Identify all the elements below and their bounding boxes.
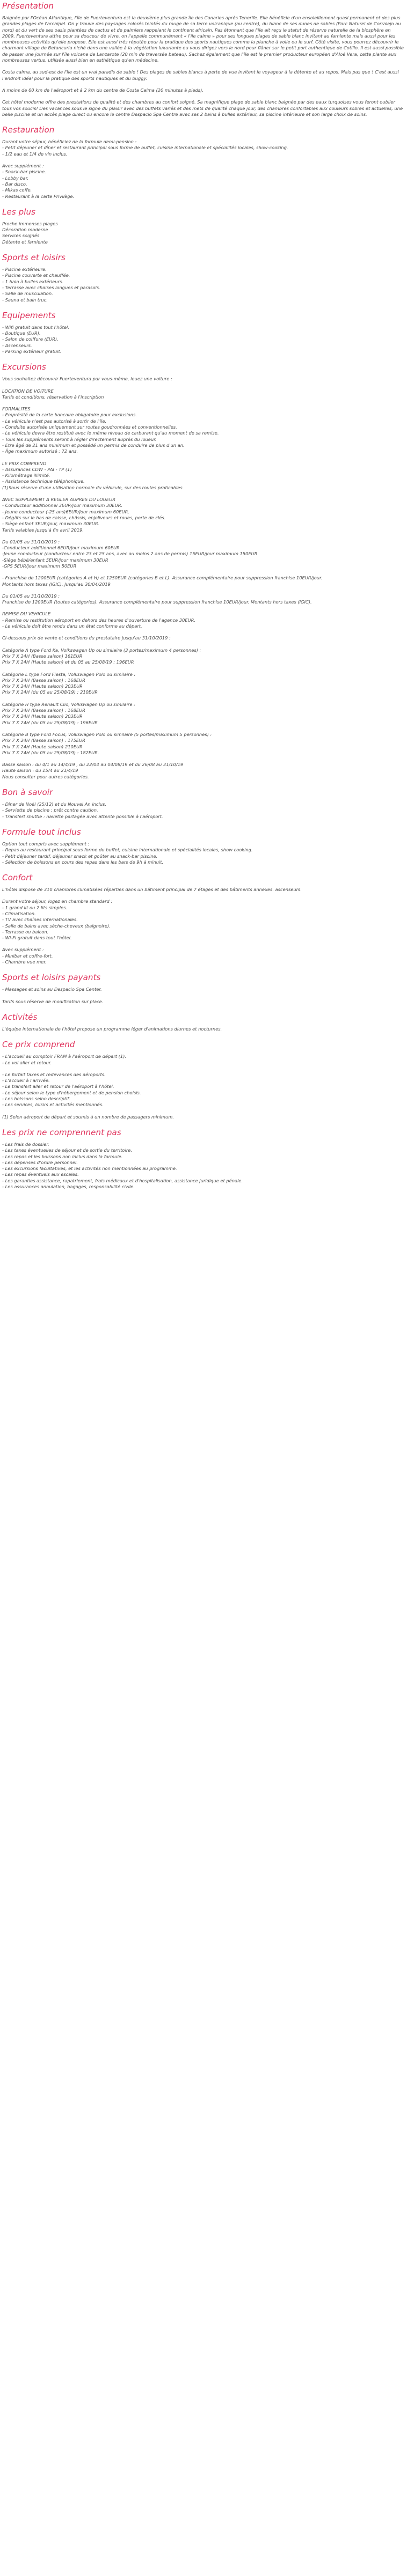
- section-paragraph: LE PRIX COMPREND - Assurances CDW - PAI - TP (1) - Kilométrage illimité. - Assistance technique téléphonique. (1)Sous réserve d'une utilisation normale du véhicule, sur des routes praticables: [2, 460, 183, 490]
- section: [2, 125, 404, 200]
- section-paragraph: Du 01/05 au 31/10/2019 : Franchise de 1200EUR (toutes catégories). Assurance complémentaire pour suppression franchise 10EUR/jour. Montants hors taxes (IGIC).: [2, 593, 312, 605]
- section-paragraph: Ci-dessous prix de vente et conditions du prestataire jusqu'au 31/10/2019 :: [2, 635, 171, 641]
- section: [2, 1012, 404, 1032]
- section: [2, 827, 404, 865]
- section-title: Equipements: [2, 310, 56, 320]
- section-paragraph: Durant votre séjour, bénéficiez de la formule demi-pension : - Petit déjeuner et dîner et restaurant principal sous forme de buffet, cuisine internationale et spécialités locales, show-cooking. - 1/2 eau et 1/4 de vin inclus.: [2, 139, 288, 157]
- section-paragraph: FORMALITES - Emprésité de la carte bancaire obligatoire pour exclusions. - Le véhicule n'est pas autorisé à sortir de l'île. - Conduite autorisée uniquement sur routes goudronnées et conventionnelles. - Le véhicule devra être restitué avec le même niveau de carburant qu'au moment de sa remise. - Tous les suppléments seront à régler directement auprès du loueur. - Etre âgé de 21 ans minimum et possédé un permis de conduire de plus d'un an. - Âge maximum autorisé : 72 ans.: [2, 406, 219, 454]
- section: [2, 973, 404, 1005]
- section-title: Les prix ne comprennent pas: [2, 1127, 121, 1137]
- section-paragraph: Catégorie L type Ford Fiesta, Volkswagen Polo ou similaire : Prix 7 X 24H (Basse saison) : 168EUR Prix 7 X 24H (Haute saison) 203EUR Prix 7 X 24H (du 05 au 25/08/19) : 210EUR: [2, 671, 136, 695]
- section-paragraph: Proche immenses plages Décoration moderne Services soignés Détente et farniente: [2, 220, 58, 245]
- section: [2, 362, 404, 780]
- section-paragraph: - Franchise de 1200EUR (catégories A et H) et 1250EUR (catégories B et L). Assurance complémentaire pour suppression franchise 10EUR/jour. Montants hors taxes (IGIC). Jusqu'au 30/04/2019: [2, 575, 323, 587]
- section-paragraph: AVEC SUPPLEMENT A REGLER AUPRES DU LOUEUR - Conducteur additionnel 3EUR/jour maximum 30EUR. - Jeune conducteur (-25 ans)6EUR/jour maximum 60EUR. - Dégâts sur le bas de caisse, châssis, enjoliveurs et roues, perte de clés. - Siège enfant 3EUR/jour, maximum 30EUR. Tarifs valables jusqu'à fin avril 2019.: [2, 497, 166, 533]
- section-paragraph: - Piscine extérieure. - Piscine couverte et chauffée. - 1 bain à bulles extérieurs. - Terrasse avec chaises longues et parasols. - Salle de musculation. - Sauna et bain truc.: [2, 267, 100, 303]
- section-title: Sports et loisirs: [2, 253, 66, 263]
- section-paragraph: L'équipe internationale de l'hôtel propose un programme léger d'animations diurnes et nocturnes.: [2, 1026, 222, 1032]
- section: [2, 1, 404, 117]
- document: [0, 0, 407, 1208]
- section-title: Confort: [2, 873, 33, 883]
- section-paragraph: (1) Selon aéroport de départ et soumis à un nombre de passagers minimum.: [2, 1114, 174, 1120]
- section-paragraph: Baignée par l'Océan Atlantique, l'île de Fuerteventura est la deuxième plus grande île des Canaries après Tenerife. Elle bénéficie d'un ensoleillement quasi permanent et des plus grandes plages de l'archipel. On y trouve des paysages colorés teintés du rouge de sa terre volcanique (au centre), du blanc de ses dunes de sables (Parc Naturel de Corralejo au nord) et du vert de ses oasis plantées de cactus et de palmiers rappelant le continent africain. Pas étonnant que l'île ait reçu le statut de réserve naturelle de la biosphère en 2009. Fuerteventura attire pour sa douceur de vivre, on l'appelle communément « l'île calme » pour ses longues plages de sable blanc invitant au farniente mais aussi pour les nombreuses activités qu'elle propose. Elle est aussi très réputée pour la pratique des sports nautiques comme la planche à voile ou le surf. Côté visite, vous pourrez découvrir le charmant village de Betancuria niché dans une vallée à la végétation luxuriante ou vous dirigez vers le nord pour flâner sur le petit port authentique de Cotillo. Il est aussi possible de passer une journée sur l'île volcane de Lanzarote (20 min de traversée bateau). Sachez également que l'île est le premier producteur européen d'Aloé Vera, cette plante aux nombreuses vertus, utilisée aussi bien en esthétique qu'en médecine.: [2, 15, 405, 63]
- section: [2, 1040, 404, 1120]
- section-paragraph: Avec supplément : - Snack-bar piscine. - Lobby bar. - Bar disco. - Mikas coffe. - Restaurant à la carte Privilège.: [2, 163, 75, 199]
- section-paragraph: Vous souhaitez découvrir Fuerteventura par vous-même, louez une voiture :: [2, 376, 172, 382]
- section: [2, 207, 404, 245]
- section-paragraph: - L'accueil au comptoir FRAM à l'aéroport de départ (1). - Le vol aller et retour.: [2, 1054, 127, 1065]
- section-paragraph: Costa calma, au sud-est de l'île est un vrai paradis de sable ! Des plages de sables blancs à perte de vue invitent le voyageur à la détente et au repos. Mais pas que ! C'est aussi l'endroit idéal pour la pratique des sports nautiques et du buggy.: [2, 69, 401, 81]
- section: [2, 253, 404, 303]
- section-title: Activités: [2, 1012, 38, 1022]
- section-paragraph: Catégorie H type Renault Clio, Volkswagen Up ou similaire : Prix 7 X 24H (Basse saison) : 168EUR Prix 7 X 24H (Haute saison) 203EUR Prix 7 X 24H (du 05 au 25/08/19) : 196EUR: [2, 701, 135, 725]
- section-paragraph: Cet hôtel moderne offre des prestations de qualité et des chambres au confort soigné. Sa magnifique plage de sable blanc baignée par des eaux turquoises vous feront oublier tous vos soucis! Des vacances sous le signe du plaisir avec des buffets variés et des mets de qualité chaque jour, des chambres confortables aux couleurs sobres et actuelles, une belle piscine et un accès plage direct ou encore le centre Despacio Spa Centre avec ses 2 bains à bulles extérieur, sa piscine intérieure et son large choix de soins.: [2, 99, 404, 117]
- section-title: Présentation: [2, 1, 54, 11]
- section-paragraph: Option tout compris avec supplément : - Repas au restaurant principal sous forme du buffet, cuisine internationale et spécialités locales, show cooking. - Petit déjeuner tardif, déjeuner snack et goûter au snack-bar piscine. - Sélection de boissons en cours des repas dans les bars de 9h à minuit.: [2, 841, 253, 865]
- section-paragraph: A moins de 60 km de l'aéroport et à 2 km du centre de Costa Calma (20 minutes à pieds).: [2, 87, 204, 93]
- section-title: Les plus: [2, 207, 35, 217]
- section-paragraph: - Le forfait taxes et redevances des aéroports. - L'accueil à l'arrivée. - Le transfert aller et retour de l'aéroport à l'hôtel. - Le séjour selon le type d'hébergement et de pension choisis. - Les boissons selon descriptif. - Les services, loisirs et activités mentionnés.: [2, 1071, 141, 1108]
- section-paragraph: - Les frais de dossier. - Les taxes éventuelles de séjour et de sortie du territoire. - Les repas et les boissons non inclus dans la formule. - Les dépenses d'ordre personnel. - Les excursions facultatives, et les activités non mentionnées au programme. - Les repas éventuels aux escales. - Les garanties assistance, rapatriement, frais médicaux et d'hospitalisation, assistance juridique et pénale. - Les assurances annulation, bagages, responsabilité civile.: [2, 1141, 243, 1189]
- section-paragraph: Catégorie B type Ford Focus, Volkswagen Polo ou similaire (5 portes/maximum 5 personnes) : Prix 7 X 24H (Basse saison) : 175EUR Prix 7 X 24H (Haute saison) 210EUR Prix 7 X 24H (du 05 au 25/08/19) : 182EUR.: [2, 731, 212, 755]
- section-paragraph: - Wifi gratuit dans tout l'hôtel. - Boutique (EUR). - Salon de coiffure (EUR). - Ascenseurs. - Parking extérieur gratuit.: [2, 324, 69, 354]
- section-title: Restauration: [2, 125, 55, 135]
- section-title: Sports et loisirs payants: [2, 973, 101, 983]
- section-paragraph: Avec supplément : - Minibar et coffre-fort. - Chambre vue mer.: [2, 947, 53, 965]
- section-paragraph: L'hôtel dispose de 310 chambres climatisées réparties dans un bâtiment principal de 7 étages et des bâtiments annexes. ascenseurs.: [2, 887, 302, 893]
- section-paragraph: LOCATION DE VOITURE Tarifs et conditions, réservation à l'inscription: [2, 388, 104, 400]
- section-paragraph: Basse saison : du 4/1 au 14/4/19 , du 22/04 au 04/08/19 et du 26/08 au 31/10/19 Haute saison : du 15/4 au 21/4/19 Nous consulter pour autres catégories.: [2, 762, 184, 779]
- section-paragraph: - Massages et soins au Despacio Spa Center.: [2, 987, 102, 992]
- section-paragraph: REMISE DU VEHICULE - Remise ou restitution aéroport en dehors des heures d'ouverture de l'agence 30EUR. - Le véhicule doit être rendu dans un état conforme au départ.: [2, 611, 196, 629]
- section: [2, 787, 404, 820]
- section-title: Formule tout inclus: [2, 827, 81, 837]
- section-title: Excursions: [2, 362, 46, 372]
- section: [2, 311, 404, 355]
- section-paragraph: Tarifs sous réserve de modification sur place.: [2, 998, 104, 1004]
- section-paragraph: Du 01/05 au 31/10/2019 : -Conducteur additionnel 6EUR/jour maximum 60EUR -Jeune conducteur (conducteur entre 23 et 25 ans, avec au moins 2 ans de permis) 15EUR/jour maximum 150EUR -Siège bébé/enfant 5EUR/jour maximum 30EUR -GPS 5EUR/jour maximum 50EUR: [2, 539, 258, 569]
- section: [2, 1128, 404, 1190]
- section-paragraph: Catégorie A type Ford Ka, Volkswagen Up ou similaire (3 portes/maximum 4 personnes) : Prix 7 X 24H (Basse saison) 161EUR Prix 7 X 24H (Haute saison) et du 05 au 25/08/19 : 196EUR: [2, 647, 201, 665]
- section-title: Bon à savoir: [2, 787, 53, 798]
- section: [2, 873, 404, 965]
- section-paragraph: - Dîner de Noël (25/12) et du Nouvel An inclus. - Serviette de piscine : prêt contre caution. - Transfert shuttle : navette partagée avec attente possible à l'aéroport.: [2, 801, 163, 819]
- section-title: Ce prix comprend: [2, 1040, 75, 1050]
- section-paragraph: Durant votre séjour, logez en chambre standard : - 1 grand lit ou 2 lits simples. - Climatisation. - TV avec chaînes internationales. - Salle de bains avec sèche-cheveux (baignoire). - Terrasse ou balcon. - Wi-Fi gratuit dans tout l'hôtel.: [2, 899, 113, 941]
